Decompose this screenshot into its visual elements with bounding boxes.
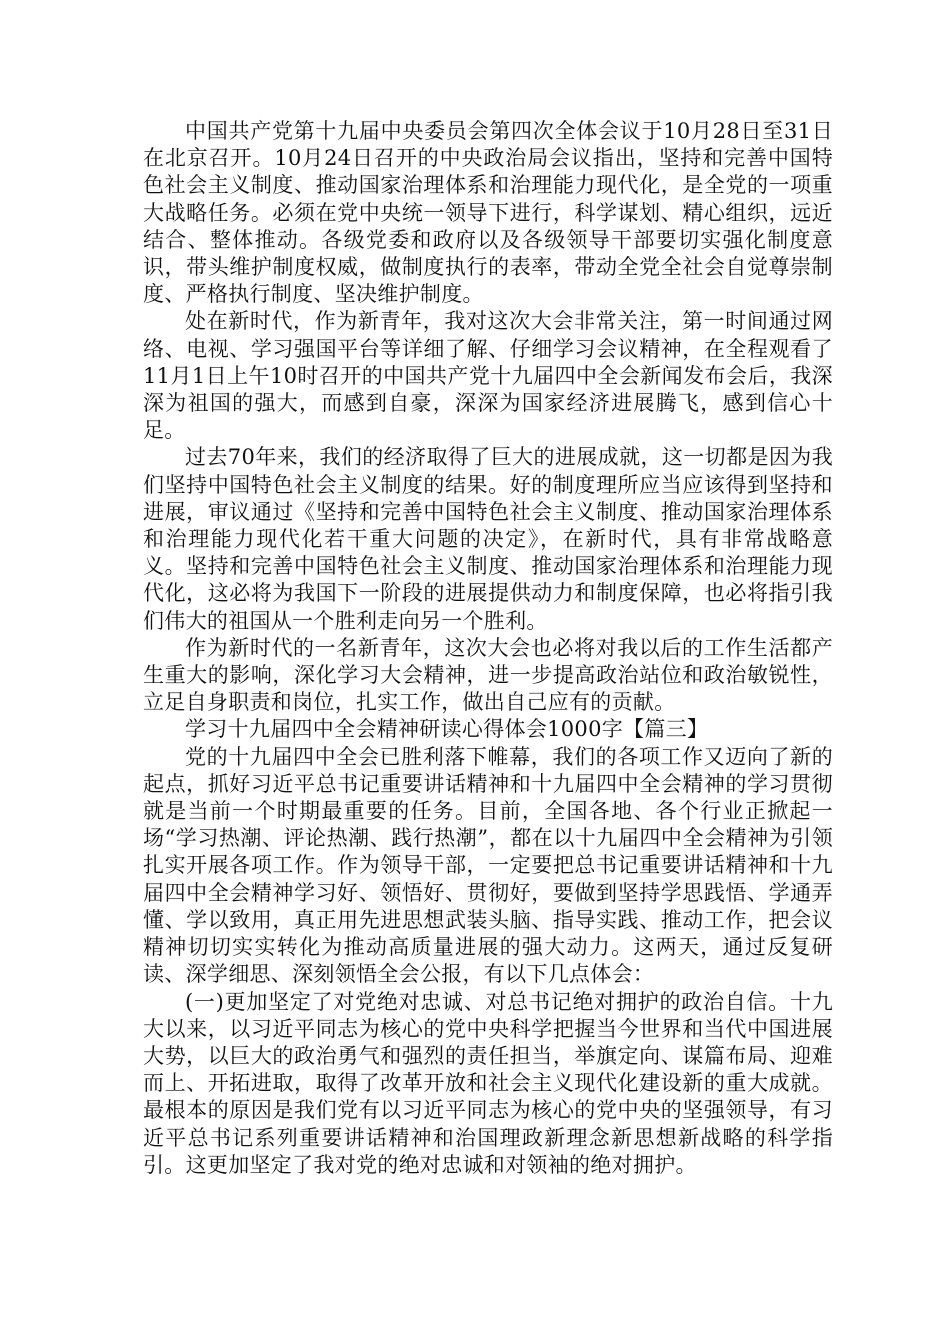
paragraph-point-one: (一)更加坚定了对党绝对忠诚、对总书记绝对拥护的政治自信。十九大以来，以习近平同志为核心的党中央科学把握当今世界和当代中国进展大势，以巨大的政治勇气和强烈的责任担当，举旗定向、谋篇布局、迎难而上、开拓进取，取得了改革开放和社会主义现代化建设新的重大成就。最根本的原因是我们党有以习近平同志为核心的党中央的坚强领导，有习近平总书记系列重要讲话精神和治国理政新理念新思想新战略的科学指引。这更加坚定了我对党的绝对忠诚和对领袖的绝对拥护。 xyxy=(143,989,833,1177)
paragraph-seventy-years: 过去70年来，我们的经济取得了巨大的进展成就，这一切都是因为我们坚持中国特色社会主义制度的结果。好的制度理所应当应该得到坚持和进展，审议通过《坚持和完善中国特色社会主义制度、推动国家治理体系和治理能力现代化若干重大问题的决定》，在新时代，具有非常战略意义。坚持和完善中国特色社会主义制度、推动国家治理体系和治理能力现代化，这必将为我国下一阶段的进展提供动力和制度保障，也必将指引我们伟大的祖国从一个胜利走向另一个胜利。 xyxy=(143,445,833,633)
section-heading: 学习十九届四中全会精神研读心得体会1000字【篇三】 xyxy=(185,717,709,742)
document-body xyxy=(143,118,833,1179)
paragraph-new-youth: 处在新时代，作为新青年，我对这次大会非常关注，第一时间通过网络、电视、学习强国平台等详细了解、仔细学习会议精神，在全程观看了11月1日上午10时召开的中国共产党十九届四中全会新闻发布会后，我深深为祖国的强大，而感到自豪，深深为国家经济进展腾飞，感到信心十足。 xyxy=(143,309,833,443)
paragraph-plenum-closed: 党的十九届四中全会已胜利落下帷幕，我们的各项工作又迈向了新的起点，抓好习近平总书记重要讲话精神和十九届四中全会精神的学习贯彻就是当前一个时期最重要的任务。目前，全国各地、各个行业正掀起一场“学习热潮、评论热潮、践行热潮”，都在以十九届四中全会精神为引领扎实开展各项工作。作为领导干部，一定要把总书记重要讲话精神和十九届四中全会精神学习好、领悟好、贯彻好，要做到坚持学思践悟、学通弄懂、学以致用，真正用先进思想武装头脑、指导实践、推动工作，把会议精神切切实实转化为推动高质量进展的强大动力。这两天，通过反复研读、深学细思、深刻领悟全会公报，有以下几点体会： xyxy=(143,744,833,987)
paragraph-impact: 作为新时代的一名新青年，这次大会也必将对我以后的工作生活都产生重大的影响，深化学习大会精神，进一步提高政治站位和政治敏锐性，立足自身职责和岗位，扎实工作，做出自己应有的贡献。 xyxy=(143,635,833,715)
paragraph-plenum-overview: 中国共产党第十九届中央委员会第四次全体会议于10月28日至31日在北京召开。10月24日召开的中央政治局会议指出，坚持和完善中国特色社会主义制度、推动国家治理体系和治理能力现代化，是全党的一项重大战略任务。必须在党中央统一领导下进行，科学谋划、精心组织，远近结合、整体推动。各级党委和政府以及各级领导干部要切实强化制度意识，带头维护制度权威，做制度执行的表率，带动全党全社会自觉尊崇制度、严格执行制度、坚决维护制度。 xyxy=(143,119,833,307)
